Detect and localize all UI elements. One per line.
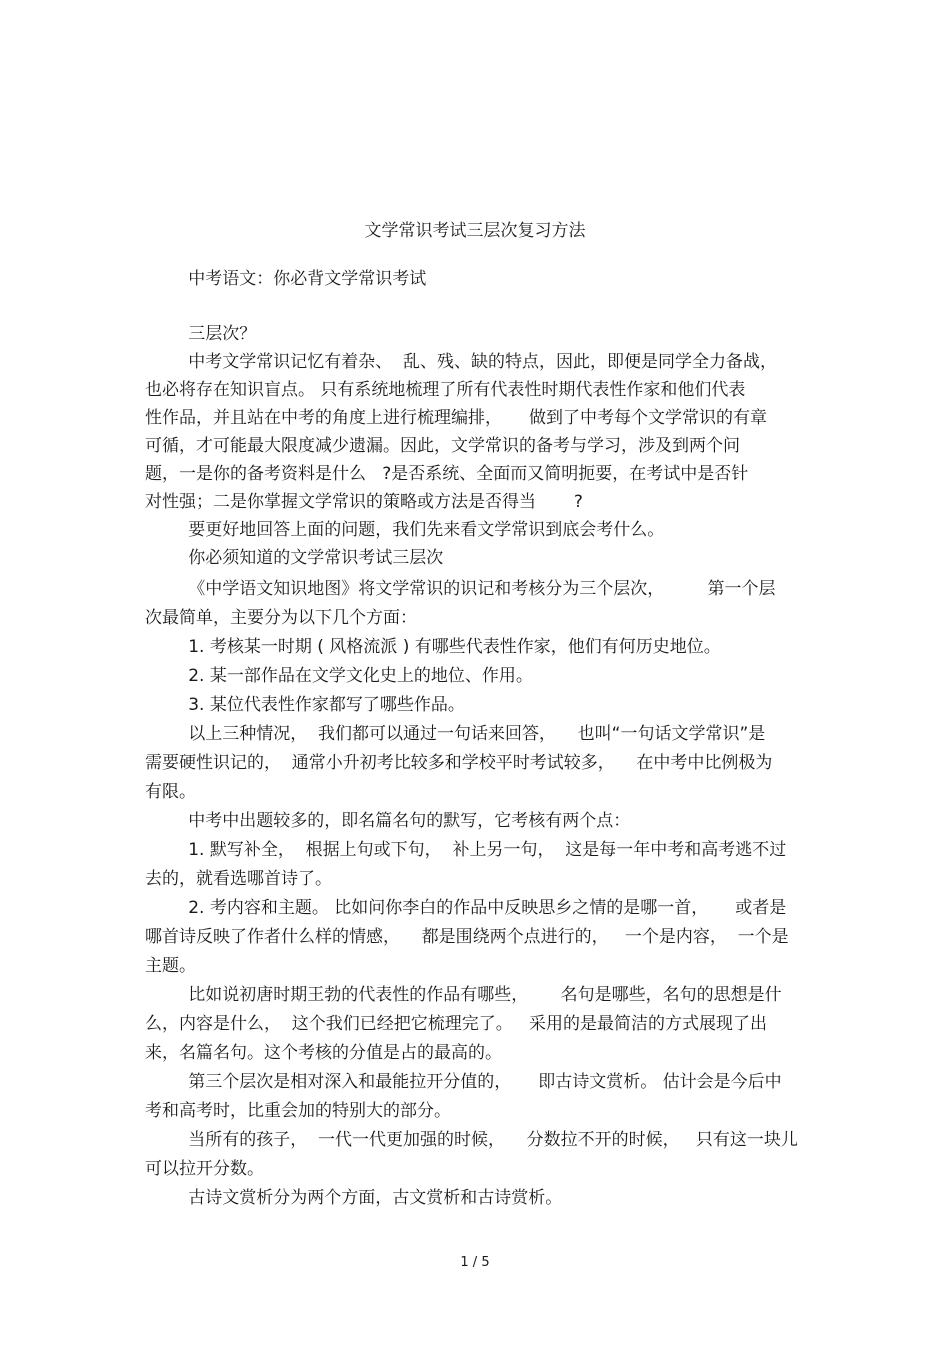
- text-line: 次最简单，主要分为以下几个方面：: [145, 608, 417, 628]
- text-line: 主题。: [145, 956, 196, 976]
- text-line: 性作品，并且站在中考的角度上进行梳理编排， 做到了中考每个文学常识的有章: [145, 408, 768, 428]
- text-line: 么，内容是什么， 这个我们已经把它梳理完了。 采用的是最简洁的方式展现了出: [145, 1014, 768, 1034]
- text-line: 可以拉开分数。: [145, 1159, 264, 1179]
- text-line: 以上三种情况， 我们都可以通过一句话来回答， 也叫“一句话文学常识”是: [145, 724, 766, 744]
- text-line: 2. 考内容和主题。 比如问你李白的作品中反映思乡之情的是哪一首， 或者是: [145, 898, 787, 918]
- text-line: 2. 某一部作品在文学文化史上的地位、作用。: [145, 666, 533, 686]
- text-line: 第三个层次是相对深入和最能拉开分值的， 即古诗文赏析。 估计会是今后中: [145, 1072, 782, 1092]
- text-line: 去的，就看选哪首诗了。: [145, 869, 332, 889]
- text-line: 哪首诗反映了作者什么样的情感， 都是围绕两个点进行的， 一个是内容， 一个是: [145, 927, 789, 947]
- text-line: 三层次？: [145, 324, 257, 344]
- text-line: 可循，才可能最大限度减少遗漏。因此，文学常识的备考与学习，涉及到两个问: [145, 436, 740, 456]
- text-line: 1. 考核某一时期 ( 风格流派 ) 有哪些代表性作家，他们有何历史地位。: [145, 637, 721, 657]
- text-line: 《中学语文知识地图》将文学常识的识记和考核分为三个层次， 第一个层: [145, 579, 776, 599]
- text-line: 中考语文：你必背文学常识考试: [145, 269, 427, 289]
- text-line: 比如说初唐时期王勃的代表性的作品有哪些， 名句是哪些，名句的思想是什: [145, 985, 782, 1005]
- text-line: 也必将存在知识盲点。 只有系统地梳理了所有代表性时期代表性作家和他们代表: [145, 380, 746, 400]
- text-line: 中考文学常识记忆有着杂、 乱、残、缺的特点，因此，即便是同学全力备战，: [145, 352, 778, 372]
- text-line: 1. 默写补全， 根据上句或下句， 补上另一句， 这是每一年中考和高考逃不过: [145, 840, 787, 860]
- text-line: 古诗文赏析分为两个方面，古文赏析和古诗赏析。: [145, 1188, 563, 1208]
- text-line: 考和高考时，比重会加的特别大的部分。: [145, 1101, 451, 1121]
- text-line: 有限。: [145, 782, 196, 802]
- text-line: 需要硬性识记的， 通常小升初考比较多和学校平时考试较多， 在中考中比例极为: [145, 753, 773, 773]
- text-line: 来，名篇名句。这个考核的分值是占的最高的。: [145, 1043, 502, 1063]
- text-line: 你必须知道的文学常识考试三层次: [145, 548, 444, 568]
- text-line: 中考中出题较多的，即名篇名句的默写，它考核有两个点：: [145, 811, 631, 831]
- text-line: 对性强；二是你掌握文学常识的策略或方法是否得当 ?: [145, 492, 583, 512]
- text-line: 3. 某位代表性作家都写了哪些作品。: [145, 695, 465, 715]
- text-line: 题，一是你的备考资料是什么 ?是否系统、全面而又简明扼要，在考试中是否针: [145, 464, 749, 484]
- document-title: 文学常识考试三层次复习方法: [364, 221, 586, 241]
- text-line: 要更好地回答上面的问题，我们先来看文学常识到底会考什么。: [145, 520, 665, 540]
- text-line: 当所有的孩子， 一代一代更加强的时候， 分数拉不开的时候， 只有这一块儿: [145, 1130, 798, 1150]
- page-number: 1 / 5: [460, 1255, 490, 1270]
